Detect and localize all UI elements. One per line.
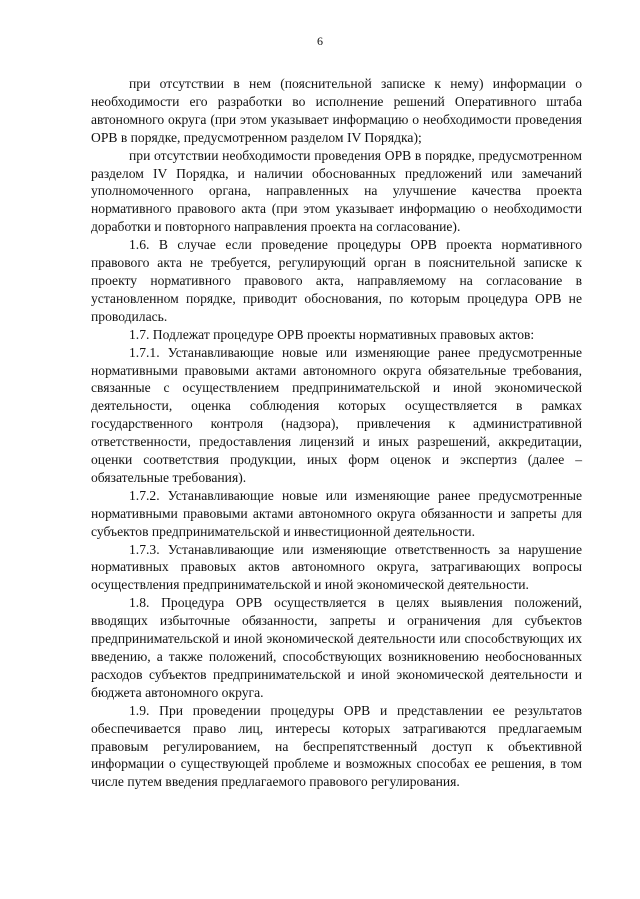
paragraph-1-9: 1.9. При проведении процедуры ОРВ и представлении ее результатов обеспечивается право лиц, интересы которых затрагиваются предлагаемым правовым регулированием, на беспрепятственный доступ к объективной информации о существующей проблеме и возможных способах ее решения, в том числе путем введения предлагаемого правового регулирования. — [91, 702, 582, 790]
paragraph-1-7-1: 1.7.1. Устанавливающие новые или изменяющие ранее предусмотренные нормативными правовыми актами автономного округа обязательные требования, связанные с осуществлением предпринимательской и иной экономической деятельности, оценка соблюдения которых осуществляется в рамках государственного контроля (надзора), привлечения к административной ответственности, предоставления лицензий и иных разрешений, аккредитации, оценки соответствия продукции, иных форм оценок и экспертиз (далее – обязательные требования). — [91, 344, 582, 485]
paragraph-1-7-2: 1.7.2. Устанавливающие новые или изменяющие ранее предусмотренные нормативными правовыми актами автономного округа обязанности и запреты для субъектов предпринимательской и инвестиционной деятельности. — [91, 487, 582, 539]
paragraph-1-6: 1.6. В случае если проведение процедуры ОРВ проекта нормативного правового акта не требуется, регулирующий орган в пояснительной записке к проекту нормативного правового акта, направляемому на согласование в установленном порядке, приводит обоснования, по которым процедура ОРВ не проводилась. — [91, 237, 582, 324]
paragraph-1-8: 1.8. Процедура ОРВ осуществляется в целях выявления положений, вводящих избыточные обязанности, запреты и ограничения для субъектов предпринимательской и иной экономической деятельности или способствующих их введению, а также положений, способствующих возникновению необоснованных расходов субъектов предпринимательской и иной экономической деятельности и бюджета автономного округа. — [91, 595, 582, 700]
document-body — [91, 75, 582, 791]
paragraph-1-7-3: 1.7.3. Устанавливающие или изменяющие ответственность за нарушение нормативных правовых актов автономного округа, затрагивающих вопросы осуществления предпринимательской и иной экономической деятельности. — [91, 541, 582, 593]
paragraph-no-need-for-orv: при отсутствии необходимости проведения ОРВ в порядке, предусмотренном разделом IV Порядка, и наличии обоснованных предложений или замечаний уполномоченного органа, направленных на улучшение качества проекта нормативного правового акта (при этом указывает информацию о необходимости доработки и повторного направления проекта на согласование). — [91, 147, 582, 235]
paragraph-1-7: 1.7. Подлежат процедуре ОРВ проекты нормативных правовых актов: — [129, 326, 535, 342]
page-number: 6 — [317, 34, 323, 48]
paragraph-absence-of-explanatory-info: при отсутствии в нем (пояснительной записке к нему) информации о необходимости его разработки во исполнение решений Оперативного штаба автономного округа (при этом указывает информацию о необходимости проведения ОРВ в порядке, предусмотренном разделом IV Порядка); — [91, 76, 582, 145]
